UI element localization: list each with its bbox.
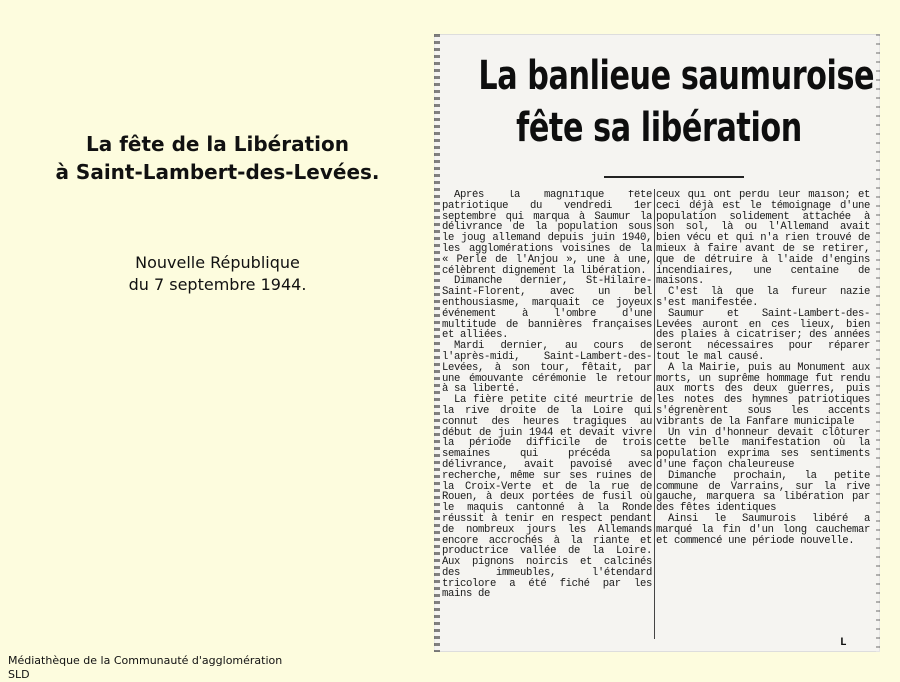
footer-credit: Médiathèque de la Communauté d'agglomération [8,654,283,667]
slide-title-line1: La fête de la Libération [86,132,349,156]
clipping-headline-line1: La banlieue saumuroise [478,53,875,99]
article-paragraph: Mardi dernier, au cours de l'après-midi, Saint-Lambert-des-Levées, à son tour, fêtait, par une émouvante cérémonie le retour à sa liberté. [442,340,652,396]
source-citation [40,252,395,296]
article-paragraph: La fière petite cité meurtrie de la rive droite de la Loire qui connut des heures tragiques au début de juin 1944 et devait vivre la période difficile de trois semaines qui précéda sa délivrance, avait pavoisé avec recherche, même sur ses ruines de la Croix-Verte et de la rue de Rouen, à deux portées de fusil où le maquis cantonné à la Ronde réussit à tenir en respect pendant de nombreux jours les Allemands encore accrochés à la riante et productrice vallée de la Loire. Aux pignons noircis et calcinés des immeubles, l'étendard tricolore a été fiché par les mains de [442,394,652,601]
clipping-headline-line2: fête sa libération [516,105,802,151]
source-citation-line2: du 7 septembre 1944. [128,275,307,294]
article-paragraph: Un vin d'honneur devait clôturer cette belle manifestation où la population exprima ses sentiments d'une façon chaleureuse [656,426,870,471]
article-paragraph: A la Mairie, puis au Monument aux morts, un suprême hommage fut rendu aux morts des deux guerres, puis les notes des hymnes patriotiques s'égrenèrent sous les accents vibrants de la Fanfare municipale [656,361,870,428]
article-signature: L [840,637,847,649]
clipping-torn-edge-left [434,34,440,652]
source-citation-line1: Nouvelle République [135,253,300,272]
newspaper-clipping [434,34,880,652]
headline-rule [604,176,744,178]
article-paragraph: Après la magnifique fête patriotique du vendredi 1er septembre qui marqua à Saumur la délivrance de la population sous le joug allemand depuis juin 1940, les agglomérations voisines de la « Perle de l'Anjou », une à une, célèbrent dignement la libération. [442,190,652,277]
clipping-torn-edge-right [876,34,880,652]
article-paragraph: ceux qui ont perdu leur maison; et ceci déjà est le témoignage d'une population solidement attachée à son sol, là ou l'Allemand avait bien vécu et qui n'a rien trouvé de mieux à faire avant de se retirer, que de détruire à l'aide d'engins incendiaires, une centaine de maisons. [656,190,870,288]
article-paragraph: Dimanche prochain, la petite commune de Varrains, sur la rive gauche, marquera sa libération par des fêtes identiques [656,469,870,515]
article-column-left [442,190,652,642]
column-divider [654,189,655,639]
article-paragraph: Ainsi le Saumurois libéré a marqué la fin d'un long cauchemar et commencé une période nouvelle. [656,512,870,547]
footer-credit-line2: SLD [8,668,30,681]
article-column-right [656,190,870,630]
article-paragraph: C'est là que la fureur nazie s'est manifestée. [656,286,870,309]
slide-title [40,130,395,186]
slide-title-line2: à Saint-Lambert-des-Levées. [55,160,380,184]
article-paragraph: Dimanche dernier, St-Hilaire-Saint-Florent, avec un bel enthousiasme, marquait ce joyeux événement à l'ombre d'une multitude de bannières françaises et alliées. [442,275,652,342]
article-paragraph: Saumur et Saint-Lambert-des-Levées auront en ces lieux, bien des plaies à cicatriser; des années seront nécessaires pour réparer tout le mal causé. [656,307,870,363]
clipping-headline [478,50,875,154]
